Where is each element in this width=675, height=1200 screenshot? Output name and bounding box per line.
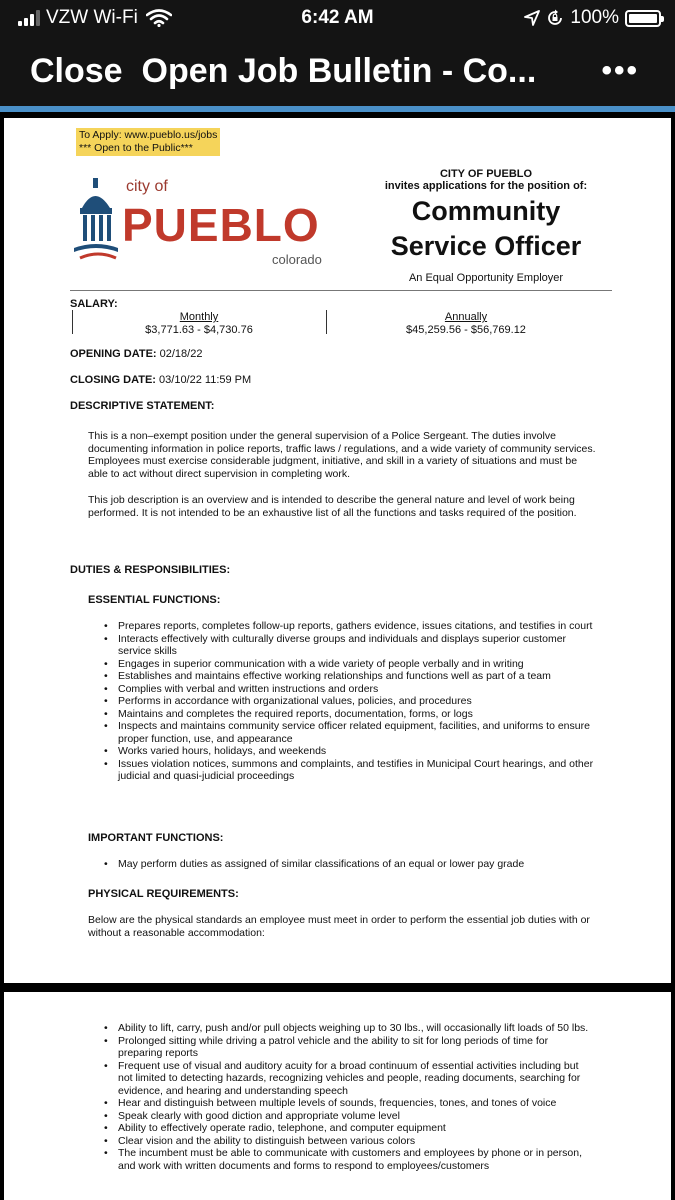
list-item: • Hear and distinguish between multiple levels of sounds, frequencies, tones, and tones of voice xyxy=(104,1097,594,1110)
apply-highlight xyxy=(76,128,220,156)
list-item: • Inspects and maintains community service officer related equipment, facilities, and uniforms to ensure proper function, use, and appearance xyxy=(104,720,594,745)
list-item: • Engages in superior communication with a wide variety of people verbally and in writing xyxy=(104,658,594,671)
list-item: • Works varied hours, holidays, and weekends xyxy=(104,745,594,758)
apply-line: To Apply: www.pueblo.us/jobs xyxy=(79,129,218,141)
logo-colorado: colorado xyxy=(272,252,322,267)
city-heading: CITY OF PUEBLO xyxy=(439,168,533,180)
position-title-1: Community xyxy=(411,196,561,226)
salary-divider-left xyxy=(72,310,73,334)
list-item: • Clear vision and the ability to distinguish between various colors xyxy=(104,1135,594,1148)
list-item: • Speak clearly with good diction and appropriate volume level xyxy=(104,1110,594,1123)
position-header xyxy=(336,168,636,262)
invites-line: invites applications for the position of: xyxy=(384,180,588,192)
salary-monthly xyxy=(124,311,274,337)
annual-label: Annually xyxy=(444,311,488,323)
opening-date-value: 02/18/22 xyxy=(159,348,203,360)
descriptive-paragraph-1: This is a non–exempt position under the general supervision of a Police Sergeant. The duties involve documenting information in police reports, traffic laws / regulations, and a wide variety of community services. Employees must exercise considerable judgment, initiative, and skill in a variety of situations and must be able to act without direct supervision in completing work. xyxy=(88,430,596,480)
closing-date xyxy=(70,374,251,386)
opening-date xyxy=(70,348,202,360)
closing-date-value: 03/10/22 11:59 PM xyxy=(159,374,252,386)
annual-value: $45,259.56 - $56,769.12 xyxy=(406,324,526,336)
list-item: • Issues violation notices, summons and complaints, and testifies in Municipal Court hearings, and other judicial and quasi-judicial proceedings xyxy=(104,758,594,783)
logo-city-of: city of xyxy=(126,178,168,195)
descriptive-paragraph-2: This job description is an overview and is intended to describe the general nature and level of work being performed. It is not intended to be an exhaustive list of all the functions and tasks required of the position. xyxy=(88,494,577,519)
descriptive-label: DESCRIPTIVE STATEMENT: xyxy=(70,400,215,412)
list-item: • Maintains and completes the required reports, documentation, forms, or logs xyxy=(104,708,594,721)
salary-label: SALARY: xyxy=(70,298,118,310)
clock: 6:42 AM xyxy=(301,7,374,28)
document-viewer[interactable] xyxy=(0,112,675,1200)
close-button[interactable]: Close xyxy=(30,52,123,90)
salary-divider-mid xyxy=(326,310,327,334)
eoe-line: An Equal Opportunity Employer xyxy=(408,272,564,284)
battery-icon xyxy=(625,10,661,27)
essential-list xyxy=(104,620,594,783)
header-divider xyxy=(70,290,612,291)
list-item: • Performs in accordance with organizational values, policies, and procedures xyxy=(104,695,594,708)
status-bar xyxy=(0,0,675,36)
monthly-value: $3,771.63 - $4,730.76 xyxy=(145,324,253,336)
page-title: Open Job Bulletin - Co... xyxy=(141,52,537,90)
physical-paragraph: Below are the physical standards an employee must meet in order to perform the essential job duties with or without a reasonable accommodation: xyxy=(88,914,590,939)
essential-label: ESSENTIAL FUNCTIONS: xyxy=(88,594,221,606)
rotation-lock-icon xyxy=(546,9,564,27)
public-line: *** Open to the Public*** xyxy=(79,142,193,154)
logo-pueblo: PUEBLO xyxy=(122,199,320,251)
carrier-label: VZW Wi-Fi xyxy=(46,7,138,28)
important-label: IMPORTANT FUNCTIONS: xyxy=(88,832,224,844)
location-icon xyxy=(524,10,540,26)
nav-title-row xyxy=(30,52,590,91)
monthly-label: Monthly xyxy=(179,311,219,323)
list-item: • May perform duties as assigned of similar classifications of an equal or lower pay grade xyxy=(104,858,594,871)
list-item: • Ability to effectively operate radio, telephone, and computer equipment xyxy=(104,1122,594,1135)
list-item: • Establishes and maintains effective working relationships and functions well as part of a team xyxy=(104,670,594,683)
battery-percent: 100% xyxy=(570,7,619,28)
physical-label: PHYSICAL REQUIREMENTS: xyxy=(88,888,239,900)
list-item: • Prepares reports, completes follow-up reports, gathers evidence, issues citations, and testifies in court xyxy=(104,620,594,633)
important-list xyxy=(104,858,594,871)
more-icon[interactable]: ••• xyxy=(601,54,639,87)
physical-list xyxy=(104,1022,594,1172)
status-right xyxy=(524,7,661,29)
document-page-2 xyxy=(4,992,671,1200)
duties-label: DUTIES & RESPONSIBILITIES: xyxy=(70,564,231,576)
list-item: • Prolonged sitting while driving a patrol vehicle and the ability to sit for long periods of time for preparing reports xyxy=(104,1035,594,1060)
list-item: • The incumbent must be able to communicate with customers and employees by phone or in person, and work with written documents and forms to respond to employees/customers xyxy=(104,1147,594,1172)
document-page-1 xyxy=(4,118,671,983)
list-item: • Frequent use of visual and auditory acuity for a broad continuum of essential activities including but not limited to detecting hazards, recognizing vehicles and people, reading documents, searching for evidence, and hearing and understanding speech xyxy=(104,1060,594,1098)
pueblo-logo xyxy=(70,170,340,265)
closing-date-label: CLOSING DATE: xyxy=(70,374,156,386)
list-item: • Ability to lift, carry, push and/or pull objects weighing up to 30 lbs., will occasionally lift loads of 50 lbs. xyxy=(104,1022,594,1035)
opening-date-label: OPENING DATE: xyxy=(70,348,157,360)
list-item: • Complies with verbal and written instructions and orders xyxy=(104,683,594,696)
list-item: • Interacts effectively with culturally diverse groups and individuals and displays superior customer service skills xyxy=(104,633,594,658)
position-title-2: Service Officer xyxy=(390,231,582,261)
capitol-dome-icon xyxy=(70,178,122,260)
nav-bar xyxy=(0,36,675,106)
salary-annual xyxy=(386,311,546,337)
